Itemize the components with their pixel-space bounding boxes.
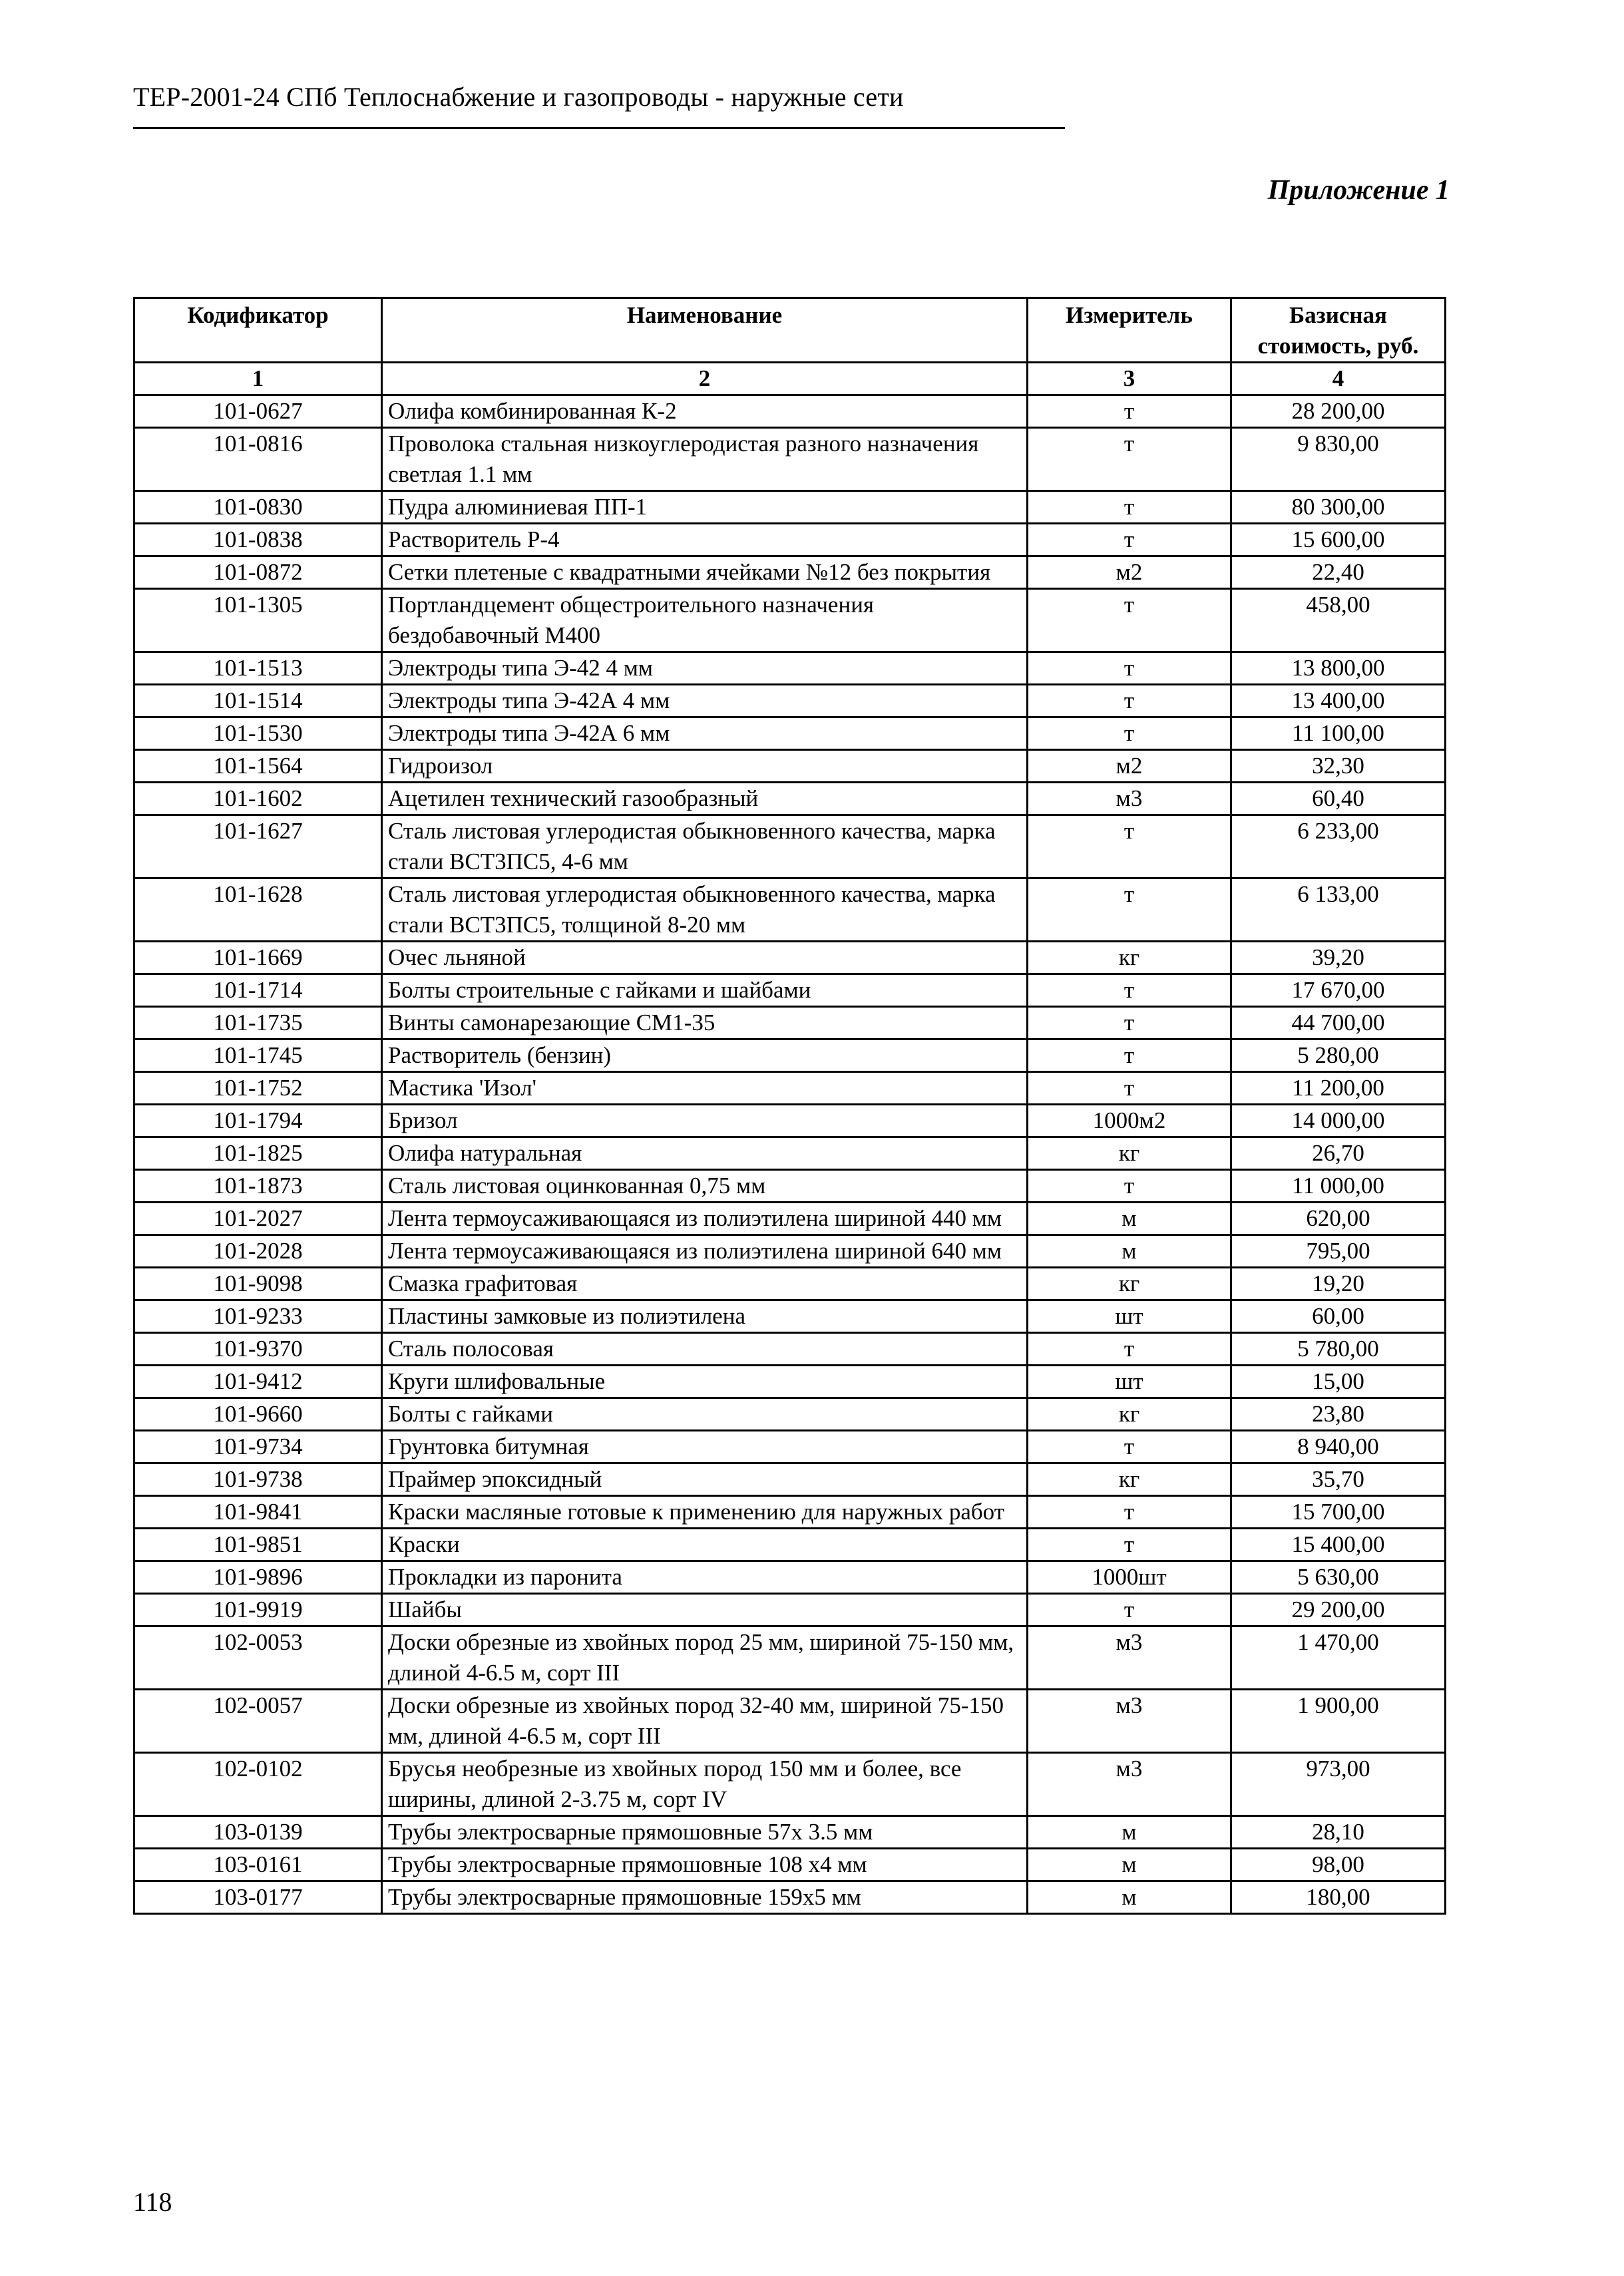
table-row — [134, 1170, 1446, 1203]
column-number: 3 — [1028, 363, 1231, 395]
table-row — [134, 783, 1446, 815]
code-cell: 101-1745 — [134, 1040, 382, 1072]
unit-cell: 1000шт — [1028, 1561, 1231, 1594]
name-cell: Доски обрезные из хвойных пород 25 мм, шириной 75-150 мм, длиной 4-6.5 м, сорт III — [382, 1626, 1028, 1690]
unit-cell: кг — [1028, 1398, 1231, 1431]
code-cell: 101-0830 — [134, 491, 382, 524]
code-cell: 101-1825 — [134, 1137, 382, 1170]
table-row — [134, 1235, 1446, 1268]
code-cell: 101-1752 — [134, 1072, 382, 1105]
code-cell: 101-1669 — [134, 942, 382, 974]
cost-cell: 35,70 — [1231, 1463, 1446, 1496]
code-cell: 101-1627 — [134, 815, 382, 878]
table-row — [134, 1463, 1446, 1496]
cost-cell: 13 800,00 — [1231, 652, 1446, 685]
unit-cell: м3 — [1028, 1753, 1231, 1816]
name-cell: Краски — [382, 1529, 1028, 1561]
name-cell: Электроды типа Э-42А 6 мм — [382, 717, 1028, 750]
table-row — [134, 1105, 1446, 1137]
unit-cell: т — [1028, 815, 1231, 878]
unit-cell: м3 — [1028, 1626, 1231, 1690]
table-row — [134, 524, 1446, 556]
table-row — [134, 556, 1446, 589]
cost-cell: 15 700,00 — [1231, 1496, 1446, 1529]
unit-cell: 1000м2 — [1028, 1105, 1231, 1137]
code-cell: 101-1564 — [134, 750, 382, 783]
name-cell: Брусья необрезные из хвойных пород 150 мм и более, все ширины, длиной 2-3.75 м, сорт IV — [382, 1753, 1028, 1816]
table-body — [134, 395, 1446, 1914]
table-row — [134, 589, 1446, 652]
cost-cell: 44 700,00 — [1231, 1007, 1446, 1040]
name-cell: Шайбы — [382, 1594, 1028, 1626]
cost-cell: 5 280,00 — [1231, 1040, 1446, 1072]
cost-cell: 1 900,00 — [1231, 1690, 1446, 1753]
cost-cell: 60,40 — [1231, 783, 1446, 815]
column-number: 2 — [382, 363, 1028, 395]
table-row — [134, 1594, 1446, 1626]
cost-cell: 5 780,00 — [1231, 1333, 1446, 1366]
column-header-unit: Измеритель — [1028, 298, 1231, 363]
name-cell: Мастика 'Изол' — [382, 1072, 1028, 1105]
cost-cell: 795,00 — [1231, 1235, 1446, 1268]
code-cell: 101-9919 — [134, 1594, 382, 1626]
cost-cell: 14 000,00 — [1231, 1105, 1446, 1137]
unit-cell: кг — [1028, 1268, 1231, 1300]
code-cell: 101-0816 — [134, 428, 382, 491]
cost-cell: 8 940,00 — [1231, 1431, 1446, 1463]
name-cell: Олифа комбинированная К-2 — [382, 395, 1028, 428]
code-cell: 103-0161 — [134, 1849, 382, 1881]
unit-cell: т — [1028, 1072, 1231, 1105]
table-row — [134, 1816, 1446, 1849]
table-row — [134, 428, 1446, 491]
unit-cell: т — [1028, 974, 1231, 1007]
code-cell: 101-9233 — [134, 1300, 382, 1333]
unit-cell: кг — [1028, 942, 1231, 974]
table-row — [134, 750, 1446, 783]
header-rule — [133, 127, 1065, 129]
code-cell: 101-9098 — [134, 1268, 382, 1300]
code-cell: 101-9738 — [134, 1463, 382, 1496]
name-cell: Лента термоусаживающаяся из полиэтилена шириной 640 мм — [382, 1235, 1028, 1268]
table-row — [134, 942, 1446, 974]
table-row — [134, 815, 1446, 878]
unit-cell: т — [1028, 1431, 1231, 1463]
cost-cell: 98,00 — [1231, 1849, 1446, 1881]
code-cell: 102-0057 — [134, 1690, 382, 1753]
unit-cell: т — [1028, 878, 1231, 942]
code-cell: 101-1628 — [134, 878, 382, 942]
name-cell: Праймер эпоксидный — [382, 1463, 1028, 1496]
table-row — [134, 1040, 1446, 1072]
cost-cell: 9 830,00 — [1231, 428, 1446, 491]
code-cell: 101-1794 — [134, 1105, 382, 1137]
unit-cell: т — [1028, 1007, 1231, 1040]
name-cell: Трубы электросварные прямошовные 57х 3.5 мм — [382, 1816, 1028, 1849]
name-cell: Винты самонарезающие СМ1-35 — [382, 1007, 1028, 1040]
name-cell: Трубы электросварные прямошовные 108 х4 мм — [382, 1849, 1028, 1881]
name-cell: Сталь листовая оцинкованная 0,75 мм — [382, 1170, 1028, 1203]
cost-cell: 15 600,00 — [1231, 524, 1446, 556]
table-row — [134, 1366, 1446, 1398]
name-cell: Портландцемент общестроительного назначения бездобавочный М400 — [382, 589, 1028, 652]
cost-cell: 180,00 — [1231, 1881, 1446, 1914]
unit-cell: кг — [1028, 1463, 1231, 1496]
unit-cell: м2 — [1028, 750, 1231, 783]
code-cell: 103-0177 — [134, 1881, 382, 1914]
cost-cell: 15 400,00 — [1231, 1529, 1446, 1561]
name-cell: Пластины замковые из полиэтилена — [382, 1300, 1028, 1333]
cost-cell: 22,40 — [1231, 556, 1446, 589]
code-cell: 101-2028 — [134, 1235, 382, 1268]
column-number-row — [134, 363, 1446, 395]
code-cell: 101-9841 — [134, 1496, 382, 1529]
code-cell: 102-0053 — [134, 1626, 382, 1690]
unit-cell: т — [1028, 428, 1231, 491]
unit-cell: т — [1028, 589, 1231, 652]
code-cell: 101-1873 — [134, 1170, 382, 1203]
cost-cell: 11 000,00 — [1231, 1170, 1446, 1203]
cost-cell: 5 630,00 — [1231, 1561, 1446, 1594]
cost-cell: 973,00 — [1231, 1753, 1446, 1816]
column-header-cost: Базисная стоимость, руб. — [1231, 298, 1446, 363]
code-cell: 101-1735 — [134, 1007, 382, 1040]
table-row — [134, 1690, 1446, 1753]
cost-cell: 11 200,00 — [1231, 1072, 1446, 1105]
cost-cell: 6 133,00 — [1231, 878, 1446, 942]
code-cell: 101-9660 — [134, 1398, 382, 1431]
unit-cell: т — [1028, 395, 1231, 428]
unit-cell: т — [1028, 652, 1231, 685]
code-cell: 101-1305 — [134, 589, 382, 652]
table-row — [134, 395, 1446, 428]
unit-cell: м2 — [1028, 556, 1231, 589]
unit-cell: т — [1028, 685, 1231, 717]
column-header-code: Кодификатор — [134, 298, 382, 363]
table-row — [134, 1431, 1446, 1463]
unit-cell: м3 — [1028, 783, 1231, 815]
name-cell: Круги шлифовальные — [382, 1366, 1028, 1398]
unit-cell: т — [1028, 491, 1231, 524]
table-row — [134, 1137, 1446, 1170]
table-row — [134, 1753, 1446, 1816]
name-cell: Прокладки из паронита — [382, 1561, 1028, 1594]
table-row — [134, 1333, 1446, 1366]
unit-cell: шт — [1028, 1300, 1231, 1333]
code-cell: 101-9370 — [134, 1333, 382, 1366]
cost-cell: 458,00 — [1231, 589, 1446, 652]
table-row — [134, 1529, 1446, 1561]
unit-cell: т — [1028, 1529, 1231, 1561]
code-cell: 101-9896 — [134, 1561, 382, 1594]
unit-cell: м — [1028, 1816, 1231, 1849]
table-row — [134, 974, 1446, 1007]
unit-cell: т — [1028, 1496, 1231, 1529]
table-row — [134, 1626, 1446, 1690]
cost-cell: 15,00 — [1231, 1366, 1446, 1398]
cost-cell: 29 200,00 — [1231, 1594, 1446, 1626]
name-cell: Болты строительные с гайками и шайбами — [382, 974, 1028, 1007]
table-row — [134, 1203, 1446, 1235]
unit-cell: м — [1028, 1235, 1231, 1268]
column-number: 4 — [1231, 363, 1446, 395]
name-cell: Электроды типа Э-42 4 мм — [382, 652, 1028, 685]
unit-cell: кг — [1028, 1137, 1231, 1170]
table-row — [134, 878, 1446, 942]
table-row — [134, 1072, 1446, 1105]
unit-cell: т — [1028, 1040, 1231, 1072]
table-row — [134, 1398, 1446, 1431]
cost-cell: 28,10 — [1231, 1816, 1446, 1849]
cost-cell: 620,00 — [1231, 1203, 1446, 1235]
table-row — [134, 652, 1446, 685]
code-cell: 101-9412 — [134, 1366, 382, 1398]
unit-cell: м — [1028, 1881, 1231, 1914]
cost-cell: 1 470,00 — [1231, 1626, 1446, 1690]
name-cell: Болты с гайками — [382, 1398, 1028, 1431]
table-header-row — [134, 298, 1446, 363]
code-cell: 101-9734 — [134, 1431, 382, 1463]
cost-cell: 26,70 — [1231, 1137, 1446, 1170]
cost-cell: 19,20 — [1231, 1268, 1446, 1300]
code-cell: 101-1714 — [134, 974, 382, 1007]
code-cell: 101-0838 — [134, 524, 382, 556]
cost-cell: 23,80 — [1231, 1398, 1446, 1431]
name-cell: Электроды типа Э-42А 4 мм — [382, 685, 1028, 717]
cost-cell: 11 100,00 — [1231, 717, 1446, 750]
table-row — [134, 1561, 1446, 1594]
unit-cell: м — [1028, 1849, 1231, 1881]
unit-cell: т — [1028, 1594, 1231, 1626]
name-cell: Проволока стальная низкоуглеродистая разного назначения светлая 1.1 мм — [382, 428, 1028, 491]
column-number: 1 — [134, 363, 382, 395]
cost-cell: 13 400,00 — [1231, 685, 1446, 717]
unit-cell: м — [1028, 1203, 1231, 1235]
appendix-label: Приложение 1 — [1267, 175, 1450, 206]
cost-cell: 80 300,00 — [1231, 491, 1446, 524]
cost-cell: 17 670,00 — [1231, 974, 1446, 1007]
name-cell: Очес льняной — [382, 942, 1028, 974]
name-cell: Бризол — [382, 1105, 1028, 1137]
cost-cell: 60,00 — [1231, 1300, 1446, 1333]
name-cell: Гидроизол — [382, 750, 1028, 783]
code-cell: 101-1602 — [134, 783, 382, 815]
cost-cell: 32,30 — [1231, 750, 1446, 783]
table-row — [134, 1268, 1446, 1300]
unit-cell: шт — [1028, 1366, 1231, 1398]
name-cell: Сталь листовая углеродистая обыкновенного качества, марка стали ВСТ3ПС5, 4-6 мм — [382, 815, 1028, 878]
code-cell: 101-1514 — [134, 685, 382, 717]
cost-cell: 6 233,00 — [1231, 815, 1446, 878]
name-cell: Доски обрезные из хвойных пород 32-40 мм, шириной 75-150 мм, длиной 4-6.5 м, сорт III — [382, 1690, 1028, 1753]
column-header-name: Наименование — [382, 298, 1028, 363]
name-cell: Растворитель Р-4 — [382, 524, 1028, 556]
name-cell: Пудра алюминиевая ПП-1 — [382, 491, 1028, 524]
table-row — [134, 1496, 1446, 1529]
name-cell: Краски масляные готовые к применению для наружных работ — [382, 1496, 1028, 1529]
table-row — [134, 1881, 1446, 1914]
name-cell: Олифа натуральная — [382, 1137, 1028, 1170]
cost-cell: 28 200,00 — [1231, 395, 1446, 428]
page-number: 118 — [133, 2187, 172, 2217]
table-row — [134, 685, 1446, 717]
table-row — [134, 1007, 1446, 1040]
name-cell: Растворитель (бензин) — [382, 1040, 1028, 1072]
table-row — [134, 491, 1446, 524]
table-row — [134, 717, 1446, 750]
unit-cell: м3 — [1028, 1690, 1231, 1753]
price-table — [133, 297, 1446, 1915]
name-cell: Сетки плетеные с квадратными ячейками №12 без покрытия — [382, 556, 1028, 589]
code-cell: 101-1513 — [134, 652, 382, 685]
unit-cell: т — [1028, 1333, 1231, 1366]
name-cell: Ацетилен технический газообразный — [382, 783, 1028, 815]
code-cell: 102-0102 — [134, 1753, 382, 1816]
name-cell: Грунтовка битумная — [382, 1431, 1028, 1463]
name-cell: Смазка графитовая — [382, 1268, 1028, 1300]
name-cell: Лента термоусаживающаяся из полиэтилена шириной 440 мм — [382, 1203, 1028, 1235]
code-cell: 101-0872 — [134, 556, 382, 589]
unit-cell: т — [1028, 717, 1231, 750]
code-cell: 101-9851 — [134, 1529, 382, 1561]
unit-cell: т — [1028, 524, 1231, 556]
table-row — [134, 1300, 1446, 1333]
cost-cell: 39,20 — [1231, 942, 1446, 974]
running-header: ТЕР-2001-24 СПб Теплоснабжение и газопроводы - наружные сети — [133, 82, 904, 112]
name-cell: Трубы электросварные прямошовные 159х5 мм — [382, 1881, 1028, 1914]
name-cell: Сталь полосовая — [382, 1333, 1028, 1366]
code-cell: 101-0627 — [134, 395, 382, 428]
code-cell: 103-0139 — [134, 1816, 382, 1849]
name-cell: Сталь листовая углеродистая обыкновенного качества, марка стали ВСТ3ПС5, толщиной 8-20 мм — [382, 878, 1028, 942]
code-cell: 101-1530 — [134, 717, 382, 750]
code-cell: 101-2027 — [134, 1203, 382, 1235]
unit-cell: т — [1028, 1170, 1231, 1203]
table-row — [134, 1849, 1446, 1881]
